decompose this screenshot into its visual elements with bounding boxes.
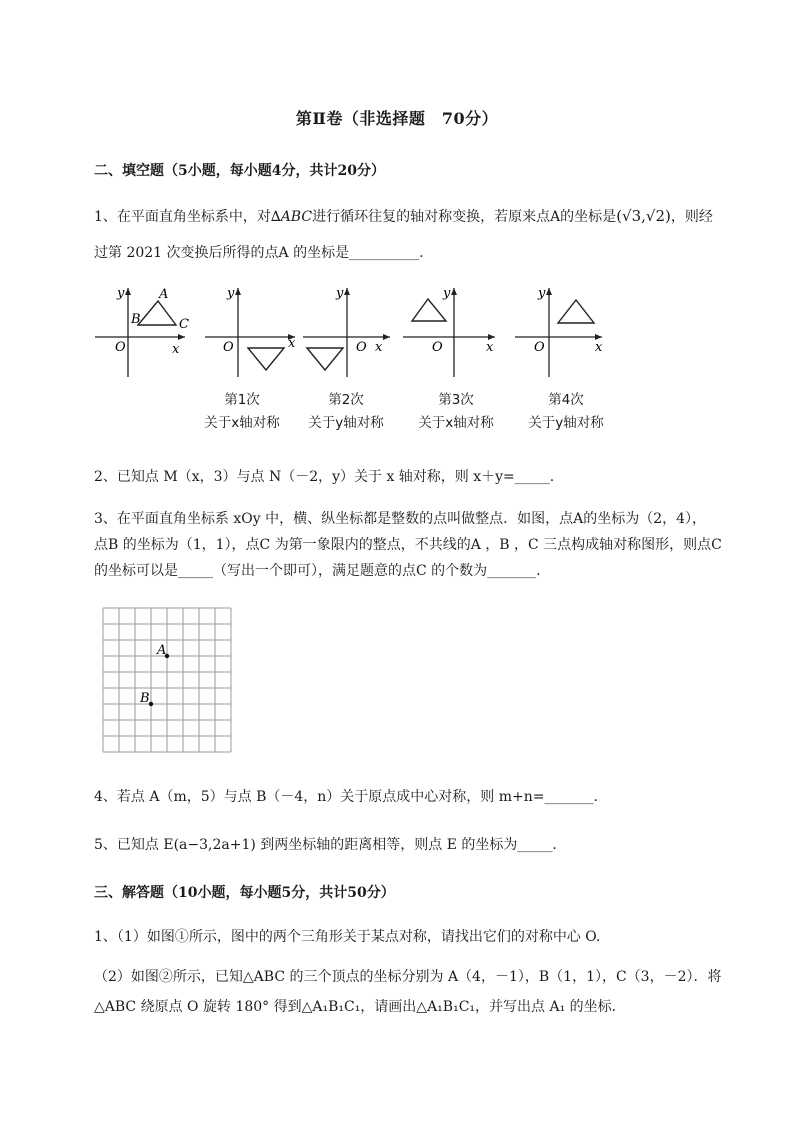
figure-step-1 bbox=[205, 286, 296, 377]
point-b-label: B bbox=[131, 312, 141, 327]
y-axis-label: y bbox=[443, 286, 451, 301]
point-a-label: A bbox=[159, 287, 169, 302]
q1-coord: (√3,√2) bbox=[616, 207, 671, 225]
question-5: 5、已知点 E(a−3,2a+1) 到两坐标轴的距离相等，则点 E 的坐标为_____. bbox=[94, 837, 557, 853]
figure-1-desc: 关于x轴对称 bbox=[204, 415, 280, 431]
origin-label: O bbox=[115, 340, 126, 355]
x-axis-label: x bbox=[486, 340, 494, 355]
figure-3-desc: 关于x轴对称 bbox=[418, 415, 494, 431]
point-c-label: C bbox=[179, 317, 189, 332]
figure-2-step: 第2次 bbox=[328, 392, 364, 408]
figure-4-step: 第4次 bbox=[548, 392, 584, 408]
figure-step-2 bbox=[303, 286, 390, 377]
figure-2-desc: 关于y轴对称 bbox=[308, 415, 384, 431]
figure-original bbox=[95, 286, 189, 377]
question-1-line-2: 过第 2021 次变换后所得的点A 的坐标是__________. bbox=[94, 245, 424, 261]
q1-text-pre: 1、在平面直角坐标系中，对 bbox=[94, 209, 271, 225]
x-axis-label: x bbox=[375, 340, 383, 355]
question-3-line-2: 点B 的坐标为（1，1），点C 为第一象限内的整点，不共线的A ，B ，C 三点构成轴对称图形，则点C bbox=[94, 537, 722, 553]
q3-integer-grid bbox=[100, 605, 234, 755]
question-6-part-2-line-1: （2）如图②所示，已知△ABC 的三个顶点的坐标分别为 A（4，－1），B（1，1），C（3，－2）．将 bbox=[94, 969, 722, 985]
figure-3-step: 第3次 bbox=[438, 392, 474, 408]
page-title: 第Ⅱ卷（非选择题 70分） bbox=[295, 109, 499, 128]
section-heading-fill-blank: 二、填空题（5小题，每小题4分，共计20分） bbox=[94, 163, 385, 179]
section-heading-solve: 三、解答题（10小题，每小题5分，共计50分） bbox=[94, 885, 395, 901]
x-axis-label: x bbox=[288, 336, 296, 351]
q1-text-mid: 进行循环往复的轴对称变换，若原来点A的坐标是 bbox=[312, 209, 617, 225]
origin-label: O bbox=[356, 340, 367, 355]
question-2: 2、已知点 M（x，3）与点 N（－2，y）关于 x 轴对称，则 x＋y=_____. bbox=[94, 469, 555, 485]
x-axis-label: x bbox=[172, 342, 180, 357]
point-a-label: A bbox=[157, 643, 167, 658]
figure-1-step: 第1次 bbox=[224, 392, 260, 408]
question-6-part-2-line-2: △ABC 绕原点 O 旋转 180° 得到△A₁B₁C₁，请画出△A₁B₁C₁，并写出点 A₁ 的坐标． bbox=[94, 999, 626, 1015]
q1-triangle: ∆ABC bbox=[270, 209, 313, 225]
x-axis-label: x bbox=[595, 340, 603, 355]
y-axis-label: y bbox=[538, 286, 546, 301]
q1-transform-figures bbox=[90, 280, 620, 385]
question-3-line-1: 3、在平面直角坐标系 xOy 中，横、纵坐标都是整数的点叫做整点．如图，点A的坐标为（2，4）， bbox=[94, 511, 707, 527]
figure-4-desc: 关于y轴对称 bbox=[528, 415, 604, 431]
point-b-label: B bbox=[140, 691, 150, 706]
question-1-line-1 bbox=[94, 206, 713, 226]
figure-step-3 bbox=[403, 286, 495, 377]
question-6-part-1: 1、（1）如图①所示，图中的两个三角形关于某点对称，请找出它们的对称中心 O. bbox=[94, 929, 601, 945]
origin-label: O bbox=[432, 340, 443, 355]
origin-label: O bbox=[223, 340, 234, 355]
question-3-line-3: 的坐标可以是_____（写出一个即可），满足题意的点C 的个数为_______. bbox=[94, 563, 541, 579]
y-axis-label: y bbox=[227, 286, 235, 301]
q1-text-post: ，则经 bbox=[670, 209, 713, 225]
grid-lines bbox=[103, 608, 231, 752]
origin-label: O bbox=[534, 340, 545, 355]
y-axis-label: y bbox=[117, 286, 125, 301]
y-axis-label: y bbox=[336, 286, 344, 301]
question-4: 4、若点 A（m，5）与点 B（－4，n）关于原点成中心对称，则 m+n=_______. bbox=[94, 789, 598, 805]
figure-step-4 bbox=[515, 286, 603, 377]
